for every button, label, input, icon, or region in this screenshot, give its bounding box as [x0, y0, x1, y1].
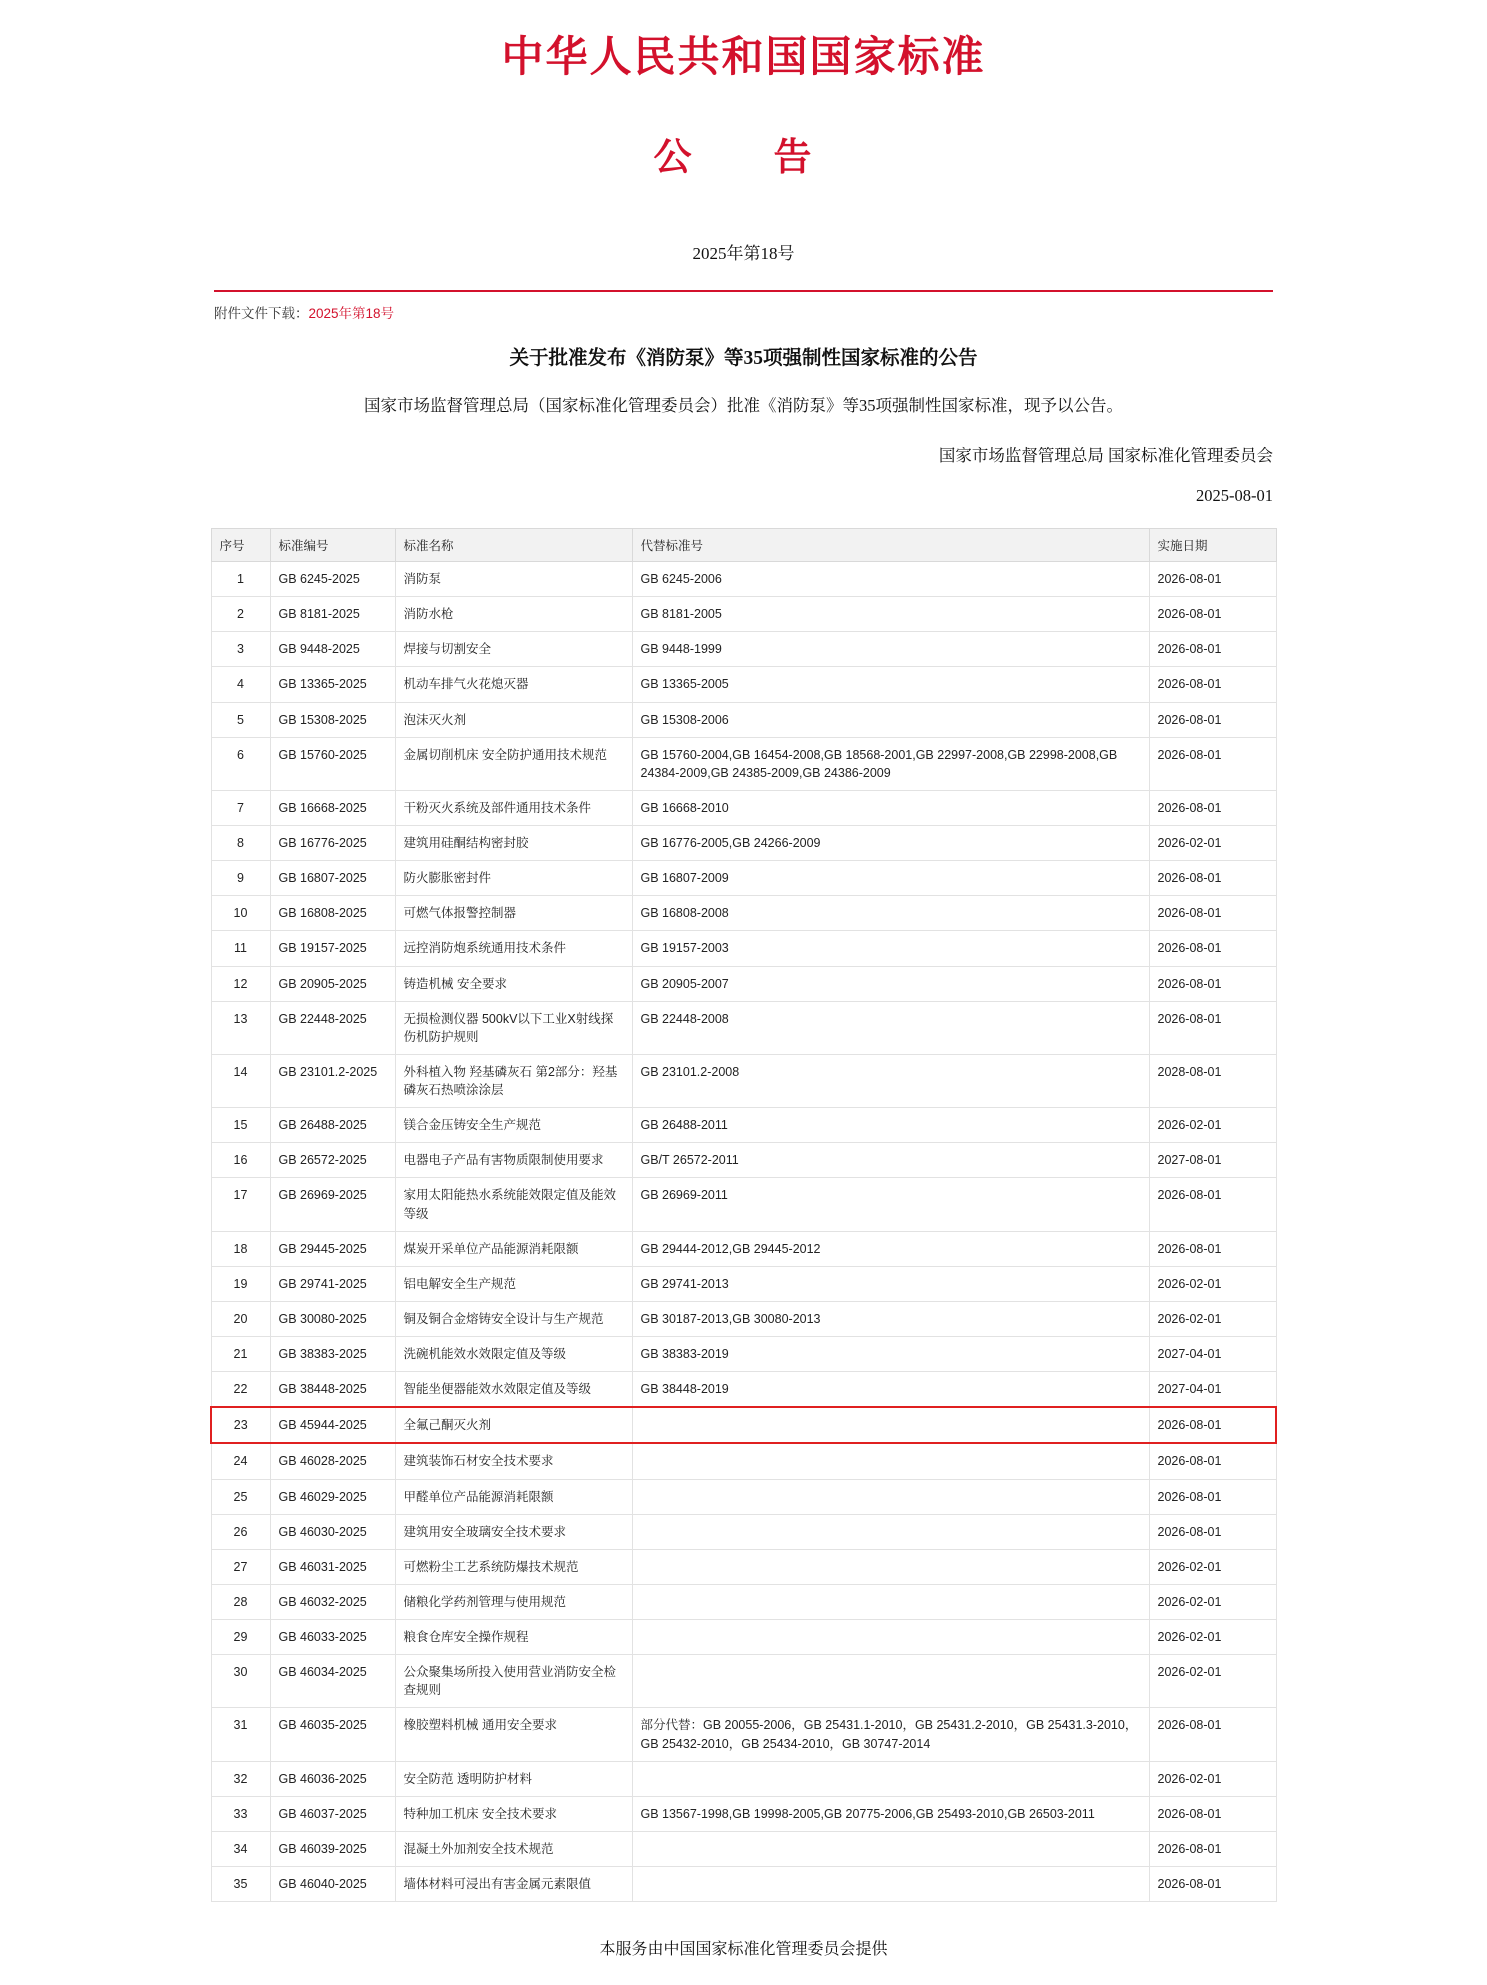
cell-standard-code: GB 8181-2025 — [270, 597, 395, 632]
cell-effective-date: 2026-08-01 — [1149, 1178, 1276, 1231]
announcement-date: 2025-08-01 — [1196, 486, 1273, 505]
cell-standard-code: GB 46028-2025 — [270, 1443, 395, 1479]
cell-standard-name[interactable]: 铜及铜合金熔铸安全设计与生产规范 — [395, 1301, 632, 1336]
cell-effective-date: 2026-08-01 — [1149, 562, 1276, 597]
cell-index: 22 — [211, 1372, 270, 1408]
cell-index: 31 — [211, 1708, 270, 1761]
cell-standard-name[interactable]: 无损检测仪器 500kV以下工业X射线探伤机防护规则 — [395, 1001, 632, 1054]
cell-standard-name[interactable]: 洗碗机能效水效限定值及等级 — [395, 1337, 632, 1372]
cell-index: 29 — [211, 1620, 270, 1655]
cell-effective-date: 2026-02-01 — [1149, 1549, 1276, 1584]
cell-index: 35 — [211, 1867, 270, 1902]
table-row — [211, 1796, 1276, 1831]
cell-index: 2 — [211, 597, 270, 632]
cell-index: 14 — [211, 1054, 270, 1107]
cell-replaced-code: GB 16776-2005,GB 24266-2009 — [632, 826, 1149, 861]
cell-standard-name[interactable]: 智能坐便器能效水效限定值及等级 — [395, 1372, 632, 1408]
cell-standard-name[interactable]: 铸造机械 安全要求 — [395, 966, 632, 1001]
cell-standard-name[interactable]: 安全防范 透明防护材料 — [395, 1761, 632, 1796]
cell-standard-name[interactable]: 防火膨胀密封件 — [395, 861, 632, 896]
cell-index: 23 — [211, 1407, 270, 1443]
cell-standard-code: GB 23101.2-2025 — [270, 1054, 395, 1107]
table-row — [211, 1443, 1276, 1479]
cell-index: 15 — [211, 1108, 270, 1143]
cell-standard-name[interactable]: 粮食仓库安全操作规程 — [395, 1620, 632, 1655]
cell-index: 34 — [211, 1831, 270, 1866]
table-row — [211, 1708, 1276, 1761]
cell-index: 21 — [211, 1337, 270, 1372]
table-row — [211, 1178, 1276, 1231]
cell-replaced-code — [632, 1407, 1149, 1443]
cell-standard-name[interactable]: 特种加工机床 安全技术要求 — [395, 1796, 632, 1831]
cell-standard-code: GB 16668-2025 — [270, 790, 395, 825]
cell-standard-name[interactable]: 家用太阳能热水系统能效限定值及能效等级 — [395, 1178, 632, 1231]
attachment-row — [214, 302, 1273, 322]
table-row — [211, 1479, 1276, 1514]
cell-replaced-code: 部分代替：GB 20055-2006，GB 25431.1-2010，GB 25431.2-2010，GB 25431.3-2010，GB 25432-2010，GB 25434-2010，GB 30747-2014 — [632, 1708, 1149, 1761]
cell-standard-code: GB 26969-2025 — [270, 1178, 395, 1231]
cell-effective-date: 2026-08-01 — [1149, 702, 1276, 737]
cell-effective-date: 2026-08-01 — [1149, 790, 1276, 825]
cell-replaced-code: GB 8181-2005 — [632, 597, 1149, 632]
table-row — [211, 1761, 1276, 1796]
cell-replaced-code: GB 26969-2011 — [632, 1178, 1149, 1231]
cell-standard-code: GB 30080-2025 — [270, 1301, 395, 1336]
cell-replaced-code: GB 9448-1999 — [632, 632, 1149, 667]
cell-standard-name[interactable]: 煤炭开采单位产品能源消耗限额 — [395, 1231, 632, 1266]
cell-standard-name[interactable]: 消防水枪 — [395, 597, 632, 632]
cell-standard-name[interactable]: 泡沫灭火剂 — [395, 702, 632, 737]
cell-index: 33 — [211, 1796, 270, 1831]
cell-effective-date: 2026-08-01 — [1149, 1407, 1276, 1443]
announcement-body: 国家市场监督管理总局（国家标准化管理委员会）批准《消防泵》等35项强制性国家标准，现予以公告。 — [364, 396, 1123, 415]
cell-index: 26 — [211, 1514, 270, 1549]
cell-replaced-code: GB/T 26572-2011 — [632, 1143, 1149, 1178]
column-header-code: 标准编号 — [270, 529, 395, 562]
cell-replaced-code: GB 20905-2007 — [632, 966, 1149, 1001]
cell-effective-date: 2026-08-01 — [1149, 632, 1276, 667]
cell-standard-code: GB 15308-2025 — [270, 702, 395, 737]
cell-effective-date: 2026-02-01 — [1149, 1620, 1276, 1655]
cell-standard-name[interactable]: 镁合金压铸安全生产规范 — [395, 1108, 632, 1143]
attachment-label: 附件文件下载： — [214, 306, 309, 321]
cell-replaced-code: GB 23101.2-2008 — [632, 1054, 1149, 1107]
cell-standard-code: GB 38448-2025 — [270, 1372, 395, 1408]
cell-standard-code: GB 26488-2025 — [270, 1108, 395, 1143]
cell-index: 8 — [211, 826, 270, 861]
table-row — [211, 667, 1276, 702]
table-row — [211, 896, 1276, 931]
table-row — [211, 632, 1276, 667]
cell-standard-code: GB 9448-2025 — [270, 632, 395, 667]
cell-replaced-code — [632, 1761, 1149, 1796]
cell-standard-name[interactable]: 焊接与切割安全 — [395, 632, 632, 667]
table-row — [211, 737, 1276, 790]
cell-replaced-code: GB 13365-2005 — [632, 667, 1149, 702]
document-number: 2025年第18号 — [692, 244, 795, 263]
cell-effective-date: 2026-08-01 — [1149, 1231, 1276, 1266]
cell-standard-code: GB 46029-2025 — [270, 1479, 395, 1514]
cell-standard-name[interactable]: 墙体材料可浸出有害金属元素限值 — [395, 1867, 632, 1902]
cell-effective-date: 2026-08-01 — [1149, 931, 1276, 966]
cell-standard-code: GB 46034-2025 — [270, 1655, 395, 1708]
cell-effective-date: 2026-08-01 — [1149, 896, 1276, 931]
table-header-row — [211, 529, 1276, 562]
cell-replaced-code: GB 29444-2012,GB 29445-2012 — [632, 1231, 1149, 1266]
page-title: 中华人民共和国国家标准 — [501, 35, 986, 81]
cell-effective-date: 2026-08-01 — [1149, 1001, 1276, 1054]
cell-standard-code: GB 46040-2025 — [270, 1867, 395, 1902]
table-row — [211, 861, 1276, 896]
cell-index: 13 — [211, 1001, 270, 1054]
announcement-signature: 国家市场监督管理总局 国家标准化管理委员会 — [938, 446, 1273, 465]
cell-standard-name[interactable]: 公众聚集场所投入使用营业消防安全检查规则 — [395, 1655, 632, 1708]
cell-effective-date: 2028-08-01 — [1149, 1054, 1276, 1107]
cell-replaced-code: GB 22448-2008 — [632, 1001, 1149, 1054]
cell-standard-name[interactable]: 消防泵 — [395, 562, 632, 597]
cell-standard-code: GB 46031-2025 — [270, 1549, 395, 1584]
table-row — [211, 1407, 1276, 1443]
table-row — [211, 931, 1276, 966]
table-row — [211, 1620, 1276, 1655]
cell-standard-code: GB 26572-2025 — [270, 1143, 395, 1178]
cell-index: 12 — [211, 966, 270, 1001]
cell-replaced-code: GB 16808-2008 — [632, 896, 1149, 931]
footer-note: 本服务由中国国家标准化管理委员会提供 — [599, 1941, 888, 1959]
cell-index: 9 — [211, 861, 270, 896]
cell-effective-date: 2026-02-01 — [1149, 1301, 1276, 1336]
cell-replaced-code: GB 26488-2011 — [632, 1108, 1149, 1143]
table-row — [211, 1337, 1276, 1372]
cell-index: 17 — [211, 1178, 270, 1231]
cell-index: 25 — [211, 1479, 270, 1514]
cell-replaced-code — [632, 1620, 1149, 1655]
cell-effective-date: 2026-08-01 — [1149, 667, 1276, 702]
cell-index: 19 — [211, 1266, 270, 1301]
column-header-name: 标准名称 — [395, 529, 632, 562]
column-header-replaces: 代替标准号 — [632, 529, 1149, 562]
cell-effective-date: 2026-08-01 — [1149, 597, 1276, 632]
table-row — [211, 1108, 1276, 1143]
cell-standard-code: GB 29445-2025 — [270, 1231, 395, 1266]
cell-standard-code: GB 45944-2025 — [270, 1407, 395, 1443]
cell-standard-name[interactable]: 建筑用硅酮结构密封胶 — [395, 826, 632, 861]
cell-standard-name[interactable]: 储粮化学药剂管理与使用规范 — [395, 1584, 632, 1619]
standards-table — [210, 528, 1277, 1902]
cell-effective-date: 2026-08-01 — [1149, 1443, 1276, 1479]
cell-standard-code: GB 20905-2025 — [270, 966, 395, 1001]
divider — [214, 290, 1273, 292]
cell-effective-date: 2026-08-01 — [1149, 1708, 1276, 1761]
cell-index: 27 — [211, 1549, 270, 1584]
cell-replaced-code — [632, 1867, 1149, 1902]
cell-standard-name[interactable]: 建筑装饰石材安全技术要求 — [395, 1443, 632, 1479]
page-subtitle: 公 告 — [653, 137, 834, 179]
cell-replaced-code — [632, 1584, 1149, 1619]
cell-standard-code: GB 6245-2025 — [270, 562, 395, 597]
cell-effective-date: 2027-08-01 — [1149, 1143, 1276, 1178]
cell-replaced-code — [632, 1443, 1149, 1479]
cell-standard-code: GB 13365-2025 — [270, 667, 395, 702]
cell-standard-code: GB 15760-2025 — [270, 737, 395, 790]
cell-standard-code: GB 29741-2025 — [270, 1266, 395, 1301]
cell-standard-code: GB 22448-2025 — [270, 1001, 395, 1054]
table-row — [211, 966, 1276, 1001]
cell-effective-date: 2027-04-01 — [1149, 1337, 1276, 1372]
cell-standard-name[interactable]: 外科植入物 羟基磷灰石 第2部分：羟基磷灰石热喷涂涂层 — [395, 1054, 632, 1107]
cell-standard-name[interactable]: 电器电子产品有害物质限制使用要求 — [395, 1143, 632, 1178]
cell-standard-code: GB 19157-2025 — [270, 931, 395, 966]
cell-replaced-code: GB 30187-2013,GB 30080-2013 — [632, 1301, 1149, 1336]
cell-effective-date: 2026-08-01 — [1149, 1831, 1276, 1866]
cell-effective-date: 2026-02-01 — [1149, 826, 1276, 861]
cell-effective-date: 2026-08-01 — [1149, 1867, 1276, 1902]
cell-replaced-code — [632, 1549, 1149, 1584]
cell-index: 30 — [211, 1655, 270, 1708]
cell-replaced-code: GB 6245-2006 — [632, 562, 1149, 597]
cell-standard-code: GB 16807-2025 — [270, 861, 395, 896]
cell-effective-date: 2026-08-01 — [1149, 861, 1276, 896]
cell-index: 20 — [211, 1301, 270, 1336]
cell-index: 24 — [211, 1443, 270, 1479]
cell-standard-code: GB 46033-2025 — [270, 1620, 395, 1655]
cell-index: 3 — [211, 632, 270, 667]
attachment-download-link[interactable]: 2025年第18号 — [308, 306, 395, 321]
table-row — [211, 1584, 1276, 1619]
cell-effective-date: 2026-08-01 — [1149, 737, 1276, 790]
cell-standard-name[interactable]: 远控消防炮系统通用技术条件 — [395, 931, 632, 966]
table-row — [211, 562, 1276, 597]
cell-index: 28 — [211, 1584, 270, 1619]
cell-index: 7 — [211, 790, 270, 825]
cell-standard-name[interactable]: 金属切削机床 安全防护通用技术规范 — [395, 737, 632, 790]
cell-effective-date: 2026-08-01 — [1149, 1796, 1276, 1831]
cell-replaced-code — [632, 1514, 1149, 1549]
table-row — [211, 1372, 1276, 1408]
cell-standard-code: GB 16808-2025 — [270, 896, 395, 931]
column-header-index: 序号 — [211, 529, 270, 562]
table-row — [211, 1001, 1276, 1054]
cell-index: 16 — [211, 1143, 270, 1178]
cell-replaced-code: GB 13567-1998,GB 19998-2005,GB 20775-2006,GB 25493-2010,GB 26503-2011 — [632, 1796, 1149, 1831]
cell-index: 1 — [211, 562, 270, 597]
cell-replaced-code: GB 16668-2010 — [632, 790, 1149, 825]
table-row — [211, 1301, 1276, 1336]
table-body — [211, 562, 1276, 1902]
cell-effective-date: 2026-02-01 — [1149, 1266, 1276, 1301]
cell-standard-name[interactable]: 混凝土外加剂安全技术规范 — [395, 1831, 632, 1866]
column-header-date: 实施日期 — [1149, 529, 1276, 562]
cell-standard-code: GB 38383-2025 — [270, 1337, 395, 1372]
cell-standard-name[interactable]: 橡胶塑料机械 通用安全要求 — [395, 1708, 632, 1761]
announcement-title: 关于批准发布《消防泵》等35项强制性国家标准的公告 — [509, 348, 978, 369]
table-row — [211, 1655, 1276, 1708]
table-row — [211, 1867, 1276, 1902]
cell-replaced-code: GB 29741-2013 — [632, 1266, 1149, 1301]
cell-standard-code: GB 46037-2025 — [270, 1796, 395, 1831]
cell-replaced-code: GB 38383-2019 — [632, 1337, 1149, 1372]
cell-standard-code: GB 46039-2025 — [270, 1831, 395, 1866]
cell-standard-name[interactable]: 建筑用安全玻璃安全技术要求 — [395, 1514, 632, 1549]
table-row — [211, 1054, 1276, 1107]
cell-index: 5 — [211, 702, 270, 737]
cell-index: 10 — [211, 896, 270, 931]
table-row — [211, 790, 1276, 825]
cell-standard-name[interactable]: 可燃粉尘工艺系统防爆技术规范 — [395, 1549, 632, 1584]
cell-index: 18 — [211, 1231, 270, 1266]
cell-standard-name[interactable]: 干粉灭火系统及部件通用技术条件 — [395, 790, 632, 825]
table-row — [211, 1514, 1276, 1549]
cell-effective-date: 2026-08-01 — [1149, 966, 1276, 1001]
cell-effective-date: 2027-04-01 — [1149, 1372, 1276, 1408]
cell-standard-name[interactable]: 可燃气体报警控制器 — [395, 896, 632, 931]
table-row — [211, 1231, 1276, 1266]
cell-replaced-code — [632, 1831, 1149, 1866]
cell-standard-name[interactable]: 铝电解安全生产规范 — [395, 1266, 632, 1301]
table-row — [211, 597, 1276, 632]
table-row — [211, 826, 1276, 861]
cell-index: 4 — [211, 667, 270, 702]
cell-standard-name[interactable]: 机动车排气火花熄灭器 — [395, 667, 632, 702]
cell-standard-name[interactable]: 全氟己酮灭火剂 — [395, 1407, 632, 1443]
cell-index: 11 — [211, 931, 270, 966]
cell-index: 6 — [211, 737, 270, 790]
cell-replaced-code: GB 15760-2004,GB 16454-2008,GB 18568-2001,GB 22997-2008,GB 22998-2008,GB 24384-2009,GB 24385-2009,GB 24386-2009 — [632, 737, 1149, 790]
cell-effective-date: 2026-08-01 — [1149, 1514, 1276, 1549]
table-row — [211, 1831, 1276, 1866]
cell-index: 32 — [211, 1761, 270, 1796]
cell-standard-code: GB 46032-2025 — [270, 1584, 395, 1619]
cell-replaced-code: GB 16807-2009 — [632, 861, 1149, 896]
cell-standard-code: GB 16776-2025 — [270, 826, 395, 861]
cell-effective-date: 2026-02-01 — [1149, 1584, 1276, 1619]
table-row — [211, 1266, 1276, 1301]
cell-standard-code: GB 46030-2025 — [270, 1514, 395, 1549]
cell-effective-date: 2026-02-01 — [1149, 1761, 1276, 1796]
cell-effective-date: 2026-02-01 — [1149, 1108, 1276, 1143]
cell-replaced-code: GB 19157-2003 — [632, 931, 1149, 966]
cell-replaced-code: GB 38448-2019 — [632, 1372, 1149, 1408]
table-row — [211, 702, 1276, 737]
cell-standard-code: GB 46035-2025 — [270, 1708, 395, 1761]
cell-effective-date: 2026-02-01 — [1149, 1655, 1276, 1708]
table-row — [211, 1549, 1276, 1584]
cell-standard-code: GB 46036-2025 — [270, 1761, 395, 1796]
cell-standard-name[interactable]: 甲醛单位产品能源消耗限额 — [395, 1479, 632, 1514]
table-row — [211, 1143, 1276, 1178]
cell-replaced-code — [632, 1655, 1149, 1708]
cell-replaced-code — [632, 1479, 1149, 1514]
cell-effective-date: 2026-08-01 — [1149, 1479, 1276, 1514]
cell-replaced-code: GB 15308-2006 — [632, 702, 1149, 737]
